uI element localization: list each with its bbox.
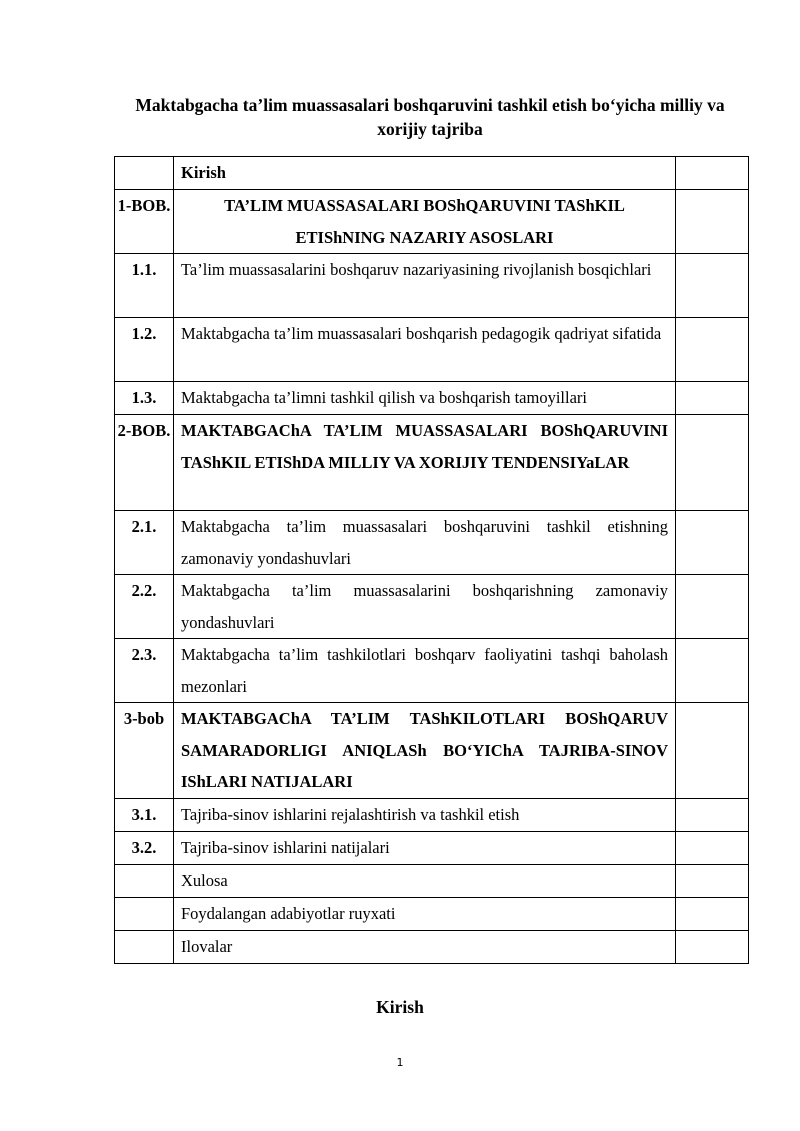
toc-row-1-1	[115, 254, 749, 318]
toc-number: 1.3.	[115, 382, 174, 415]
toc-row-chapter-2	[115, 415, 749, 511]
toc-title: Tajriba-sinov ishlarini rejalashtirish va tashkil etish	[174, 799, 676, 832]
toc-title: Xulosa	[174, 865, 676, 898]
toc-page-cell	[676, 511, 749, 575]
document-title: Maktabgacha ta’lim muassasalari boshqaruvini tashkil etish bo‘yicha milliy va xorijiy tajriba	[135, 95, 725, 139]
toc-row-appendices	[115, 931, 749, 964]
toc-number: 3.1.	[115, 799, 174, 832]
toc-number: 2.3.	[115, 639, 174, 703]
toc-number: 2-BOB.	[115, 415, 174, 511]
toc-row-chapter-3	[115, 703, 749, 799]
toc-number	[115, 865, 174, 898]
toc-row-2-1	[115, 511, 749, 575]
toc-page-cell	[676, 318, 749, 382]
toc-page-cell	[676, 931, 749, 964]
toc-page-cell	[676, 865, 749, 898]
toc-number: 1-BOB.	[115, 190, 174, 254]
section-heading: Kirish	[376, 997, 424, 1017]
toc-row-1-3	[115, 382, 749, 415]
toc-page-cell	[676, 832, 749, 865]
toc-title: MAKTABGAChA TA’LIM TAShKILOTLARI BOShQARUV SAMARADORLIGI ANIQLASh BO‘YIChA TAJRIBA-SINOV IShLARI NATIJALARI	[174, 703, 676, 799]
toc-page-cell	[676, 898, 749, 931]
toc-title: Foydalangan adabiyotlar ruyxati	[174, 898, 676, 931]
toc-title: Maktabgacha ta’lim muassasalari boshqarish pedagogik qadriyat sifatida	[174, 318, 676, 382]
toc-page-cell	[676, 703, 749, 799]
toc-page-cell	[676, 190, 749, 254]
toc-number: 3-bob	[115, 703, 174, 799]
table-of-contents	[114, 156, 749, 964]
toc-page-cell	[676, 382, 749, 415]
toc-row-references	[115, 898, 749, 931]
toc-title: MAKTABGAChA TA’LIM MUASSASALARI BOShQARUVINI TAShKIL ETIShDA MILLIY VA XORIJIY TENDENSIYaLAR	[174, 415, 676, 511]
toc-title: Maktabgacha ta’limni tashkil qilish va boshqarish tamoyillari	[174, 382, 676, 415]
toc-number: 2.1.	[115, 511, 174, 575]
toc-page-cell	[676, 639, 749, 703]
toc-title: Maktabgacha ta’lim muassasalarini boshqarishning zamonaviy yondashuvlari	[174, 575, 676, 639]
toc-title: Ilovalar	[174, 931, 676, 964]
toc-row-2-3	[115, 639, 749, 703]
toc-number: 3.2.	[115, 832, 174, 865]
toc-number	[115, 898, 174, 931]
toc-number: 2.2.	[115, 575, 174, 639]
toc-page-cell	[676, 157, 749, 190]
toc-title: Tajriba-sinov ishlarini natijalari	[174, 832, 676, 865]
toc-page-cell	[676, 415, 749, 511]
page-number: 1	[396, 1056, 404, 1069]
toc-row-chapter-1	[115, 190, 749, 254]
toc-title: Maktabgacha ta’lim tashkilotlari boshqarv faoliyatini tashqi baholash mezonlari	[174, 639, 676, 703]
toc-number	[115, 157, 174, 190]
toc-page-cell	[676, 575, 749, 639]
toc-row-2-2	[115, 575, 749, 639]
toc-title: Maktabgacha ta’lim muassasalari boshqaruvini tashkil etishning zamonaviy yondashuvlari	[174, 511, 676, 575]
toc-number: 1.1.	[115, 254, 174, 318]
toc-title: Ta’lim muassasalarini boshqaruv nazariyasining rivojlanish bosqichlari	[174, 254, 676, 318]
toc-page-cell	[676, 799, 749, 832]
toc-page-cell	[676, 254, 749, 318]
toc-row-conclusion	[115, 865, 749, 898]
toc-number: 1.2.	[115, 318, 174, 382]
toc-title: TA’LIM MUASSASALARI BOShQARUVINI TAShKIL ETIShNING NAZARIY ASOSLARI	[174, 190, 676, 254]
toc-row-1-2	[115, 318, 749, 382]
toc-row-intro	[115, 157, 749, 190]
toc-title: Kirish	[174, 157, 676, 190]
toc-row-3-2	[115, 832, 749, 865]
toc-number	[115, 931, 174, 964]
toc-row-3-1	[115, 799, 749, 832]
